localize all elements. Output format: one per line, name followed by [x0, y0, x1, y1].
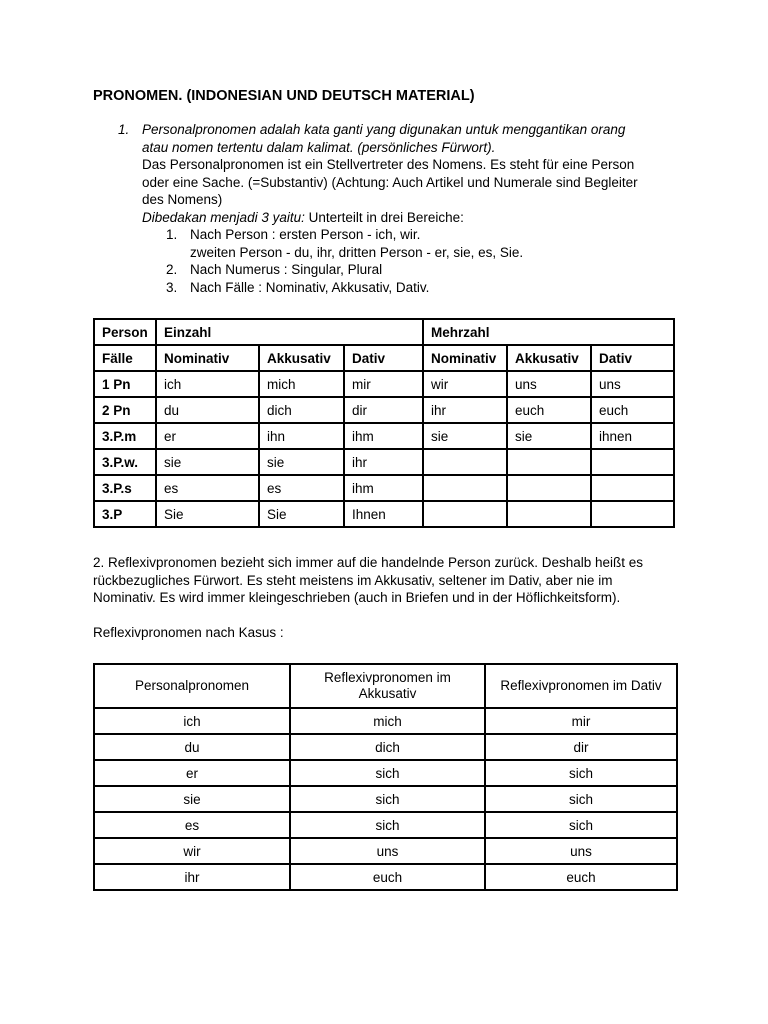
table-cell: uns — [591, 371, 674, 397]
table-subheader-row — [94, 345, 674, 371]
header-cell-dativ-sg: Dativ — [344, 345, 423, 371]
table-cell: sich — [485, 812, 677, 838]
table-cell: sie — [259, 449, 344, 475]
table-row — [94, 734, 677, 760]
table-cell: sie — [507, 423, 591, 449]
table-cell: 3.P.w. — [94, 449, 156, 475]
sub-item-3 — [142, 279, 690, 297]
table2-caption: Reflexivpronomen nach Kasus : — [93, 624, 284, 640]
table-cell — [423, 449, 507, 475]
sub-item-text — [190, 261, 690, 279]
table-row — [94, 501, 674, 527]
table-cell: sie — [94, 786, 290, 812]
table-cell: es — [94, 812, 290, 838]
explanation-line: des Nomens) — [142, 192, 223, 207]
sub-item-line: Nach Person : ersten Person - ich, wir. — [190, 227, 421, 242]
table-cell: mir — [344, 371, 423, 397]
list-number: 1. — [118, 122, 130, 137]
numbered-item-1 — [93, 121, 690, 296]
table-cell — [507, 501, 591, 527]
sub-item-number: 1. — [166, 227, 178, 242]
table-cell — [591, 475, 674, 501]
table-row — [94, 864, 677, 890]
header-cell-reflexiv-dativ: Reflexivpronomen im Dativ — [485, 664, 677, 708]
sub-item-text — [190, 279, 690, 297]
table-cell: ihm — [344, 475, 423, 501]
table-row — [94, 397, 674, 423]
table-cell: ihn — [259, 423, 344, 449]
table-cell: sich — [485, 760, 677, 786]
table-cell — [507, 475, 591, 501]
list-body — [142, 121, 690, 296]
table-cell: sich — [290, 786, 485, 812]
header-cell-personalpronomen: Personalpronomen — [94, 664, 290, 708]
table-cell: euch — [591, 397, 674, 423]
paragraph-line: rückbezugliches Fürwort. Es steht meistens im Akkusativ, seltener im Dativ, aber nie im — [93, 572, 613, 588]
table-cell: ich — [156, 371, 259, 397]
table-header-row — [94, 664, 677, 708]
table-cell: er — [94, 760, 290, 786]
mixed-line — [142, 209, 690, 227]
personalpronomen-table — [93, 318, 675, 528]
sub-item-2 — [142, 261, 690, 279]
table-cell: ihm — [344, 423, 423, 449]
table-cell: Sie — [156, 501, 259, 527]
mixed-line-plain: Unterteilt in drei Bereiche: — [304, 209, 464, 225]
header-cell-nominativ-pl: Nominativ — [423, 345, 507, 371]
table-cell: 2 Pn — [94, 397, 156, 423]
table-cell: sich — [290, 812, 485, 838]
table-cell: sie — [423, 423, 507, 449]
paragraph-line: Nominativ. Es wird immer kleingeschrieben (auch in Briefen und in der Höflichkeitsform). — [93, 590, 621, 605]
table-cell: Sie — [259, 501, 344, 527]
table-row — [94, 371, 674, 397]
table-cell: er — [156, 423, 259, 449]
table-row — [94, 708, 677, 734]
header-cell-akkusativ-pl: Akkusativ — [507, 345, 591, 371]
table-cell: Ihnen — [344, 501, 423, 527]
sub-item-line: Nach Numerus : Singular, Plural — [190, 262, 383, 277]
reflexivpronomen-paragraph — [93, 554, 690, 607]
sub-item-number: 2. — [166, 262, 178, 277]
explanation-line: oder eine Sache. (=Substantiv) (Achtung: Auch Artikel und Numerale sind Begleiter — [142, 174, 638, 190]
definition-line: atau nomen tertentu dalam kalimat. (persönliches Fürwort). — [142, 139, 496, 155]
table-cell: uns — [485, 838, 677, 864]
table-cell: mir — [485, 708, 677, 734]
table-cell: sie — [156, 449, 259, 475]
table-cell: dir — [485, 734, 677, 760]
header-cell-faelle: Fälle — [94, 345, 156, 371]
table-cell: wir — [94, 838, 290, 864]
header-cell-dativ-pl: Dativ — [591, 345, 674, 371]
table-cell: du — [156, 397, 259, 423]
table-row — [94, 475, 674, 501]
table-cell: ihr — [423, 397, 507, 423]
table-cell: ihr — [94, 864, 290, 890]
sub-item-number: 3. — [166, 279, 178, 295]
reflexivpronomen-table — [93, 663, 678, 891]
table-cell: ihr — [344, 449, 423, 475]
header-cell-person: Person — [94, 319, 156, 345]
table-cell: euch — [507, 397, 591, 423]
table-cell: sich — [290, 760, 485, 786]
table-cell — [423, 475, 507, 501]
table-cell: dich — [259, 397, 344, 423]
table-cell: uns — [507, 371, 591, 397]
table-cell: es — [259, 475, 344, 501]
sub-item-text — [190, 226, 690, 244]
table-cell: dich — [290, 734, 485, 760]
table-row — [94, 838, 677, 864]
table-cell — [423, 501, 507, 527]
table-row — [94, 423, 674, 449]
explanation-line: Das Personalpronomen ist ein Stellvertreter des Nomens. Es steht für eine Person — [142, 157, 635, 172]
header-cell-nominativ-sg: Nominativ — [156, 345, 259, 371]
table-cell: 3.P — [94, 501, 156, 527]
table-cell: euch — [485, 864, 677, 890]
table-row — [94, 812, 677, 838]
table-cell: sich — [485, 786, 677, 812]
table-cell: mich — [290, 708, 485, 734]
paragraph-line: 2. Reflexivpronomen bezieht sich immer auf die handelnde Person zurück. Deshalb heißt es — [93, 555, 644, 570]
table-cell: 3.P.s — [94, 475, 156, 501]
table-cell: wir — [423, 371, 507, 397]
table-cell: uns — [290, 838, 485, 864]
table-cell: 3.P.m — [94, 423, 156, 449]
header-cell-akkusativ-sg: Akkusativ — [259, 345, 344, 371]
definition-line: Personalpronomen adalah kata ganti yang digunakan untuk menggantikan orang — [142, 122, 626, 137]
sub-item-line: Nach Fälle : Nominativ, Akkusativ, Dativ. — [190, 279, 430, 295]
table-cell: 1 Pn — [94, 371, 156, 397]
mixed-line-italic: Dibedakan menjadi 3 yaitu: — [142, 209, 305, 225]
table-cell — [591, 449, 674, 475]
table-row — [94, 760, 677, 786]
table-cell: du — [94, 734, 290, 760]
table-cell: es — [156, 475, 259, 501]
table-cell: euch — [290, 864, 485, 890]
header-cell-mehrzahl: Mehrzahl — [423, 319, 674, 345]
table-cell: mich — [259, 371, 344, 397]
table-row — [94, 786, 677, 812]
table-cell: ich — [94, 708, 290, 734]
header-cell-reflexiv-akkusativ: Reflexivpronomen im Akkusativ — [290, 664, 485, 708]
sub-item-1 — [142, 226, 690, 244]
table-row — [94, 449, 674, 475]
page-title: PRONOMEN. (INDONESIAN UND DEUTSCH MATERIAL) — [93, 88, 475, 104]
table-cell: ihnen — [591, 423, 674, 449]
header-cell-einzahl: Einzahl — [156, 319, 423, 345]
table-cell: dir — [344, 397, 423, 423]
table-header-row — [94, 319, 674, 345]
table-cell — [591, 501, 674, 527]
table-cell — [507, 449, 591, 475]
sub-item-1-continuation: zweiten Person - du, ihr, dritten Person - er, sie, es, Sie. — [190, 244, 524, 260]
